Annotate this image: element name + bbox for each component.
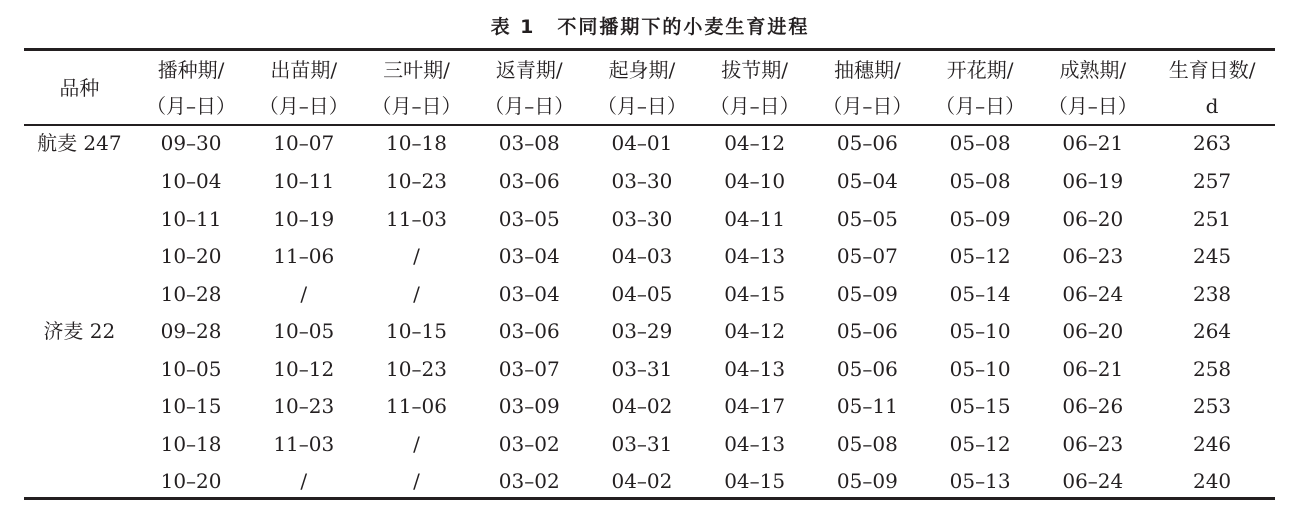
table-cell: 06–23: [1062, 244, 1124, 268]
table-cell: 05–07: [836, 244, 898, 268]
table-cell: 03–31: [611, 356, 673, 381]
table-cell: 03–29: [611, 319, 673, 343]
variety-cell: 济麦 22: [43, 319, 116, 343]
table-cell: /: [413, 244, 420, 268]
table-cell: 05–06: [836, 356, 898, 381]
table-cell: 03–04: [498, 244, 560, 268]
table-cell: 251: [1192, 206, 1232, 231]
table-row: [24, 124, 1275, 163]
table-cell: 05–12: [949, 244, 1011, 268]
header-column-label: 起身期/: [608, 58, 676, 82]
table-body: [24, 124, 1275, 501]
table-cell: 10–12: [273, 356, 335, 381]
header-column-unit: （月–日）: [935, 94, 1026, 118]
table-cell: 10–23: [386, 169, 447, 193]
table-cell: 05–09: [836, 469, 898, 493]
table-cell: 253: [1192, 394, 1232, 418]
header-column-label: 生育日数/: [1168, 58, 1256, 82]
table-cell: 05–06: [836, 319, 898, 343]
header-column-unit: （月–日）: [146, 94, 237, 118]
table-cell: 06–24: [1062, 281, 1124, 306]
table-cell: 10–11: [160, 206, 222, 231]
table-cell: 03–02: [498, 469, 560, 493]
table-cell: 04–15: [724, 281, 786, 306]
variety-cell: 航麦 247: [37, 130, 122, 155]
table-cell: 05–09: [836, 281, 898, 306]
table-cell: 03–05: [498, 206, 560, 231]
table-cell: 03–30: [611, 169, 673, 193]
table-cell: 10–07: [273, 130, 335, 155]
table-cell: 05–10: [949, 319, 1011, 343]
header-variety: 品种: [59, 76, 100, 100]
table-cell: 05–04: [836, 169, 898, 193]
variety-cell: [24, 426, 135, 464]
table-cell: 04–12: [724, 130, 786, 155]
table-cell: 04–13: [724, 431, 786, 456]
table-cell: 04–17: [724, 394, 786, 418]
table-cell: 03–06: [498, 169, 560, 193]
table-row: [24, 388, 1275, 426]
table-cell: 05–09: [949, 206, 1011, 231]
table-cell: 04–05: [611, 281, 673, 306]
table-cell: 03–06: [498, 319, 560, 343]
table-cell: /: [413, 469, 420, 493]
table-cell: 05–11: [836, 394, 898, 418]
table-cell: 263: [1192, 130, 1232, 155]
table-cell: 10–19: [273, 206, 335, 231]
table-cell: 10–28: [160, 281, 222, 306]
table-cell: 05–05: [836, 206, 898, 231]
table-cell: 10–23: [273, 394, 335, 418]
variety-cell: [24, 463, 135, 501]
header-column-unit: （月–日）: [484, 94, 575, 118]
table-cell: 10–05: [160, 356, 222, 381]
table-cell: 04–03: [611, 244, 673, 268]
top-rule: [24, 48, 1275, 51]
table-cell: 03–04: [498, 281, 560, 306]
table-cell: 04–02: [611, 469, 673, 493]
table-cell: 05–12: [949, 431, 1011, 456]
table-cell: 06–26: [1062, 394, 1124, 418]
table-cell: 05–08: [949, 169, 1011, 193]
table-cell: 04–10: [724, 169, 786, 193]
variety-cell: [24, 238, 135, 276]
table-title: 不同播期下的小麦生育进程: [557, 16, 810, 38]
table-cell: 04–01: [611, 130, 673, 155]
header-column-label: 播种期/: [157, 58, 225, 82]
table-row: [24, 313, 1275, 351]
header-column-unit: （月–日）: [709, 94, 800, 118]
variety-cell: [24, 201, 135, 239]
table-cell: 05–08: [949, 130, 1011, 155]
table-cell: 10–20: [160, 244, 222, 268]
table-cell: 04–13: [724, 244, 786, 268]
table-cell: 10–20: [160, 469, 222, 493]
table-cell: 10–23: [386, 356, 447, 381]
table-cell: 06–19: [1062, 169, 1124, 193]
header-column-label: 成熟期/: [1059, 58, 1127, 82]
growth-stage-table: [24, 52, 1275, 501]
table-cell: 05–13: [949, 469, 1011, 493]
header-column-unit: （月–日）: [258, 94, 349, 118]
table-cell: 11–03: [273, 431, 335, 456]
table-cell: /: [413, 431, 420, 456]
table-number: 表 1: [490, 16, 536, 38]
header-column-unit: （月–日）: [371, 94, 462, 118]
table-cell: 05–08: [836, 431, 898, 456]
table-cell: 11–03: [386, 206, 447, 231]
table-cell: 04–12: [724, 319, 786, 343]
table-cell: 10–11: [273, 169, 335, 193]
table-cell: 04–15: [724, 469, 786, 493]
header-column-unit: （月–日）: [596, 94, 687, 118]
header-column-unit: （月–日）: [1047, 94, 1138, 118]
header-column-label: 抽穗期/: [834, 58, 901, 82]
variety-cell: [24, 163, 135, 201]
table-cell: 03–02: [498, 431, 560, 456]
table-row: [24, 276, 1275, 314]
table-cell: 05–10: [949, 356, 1011, 381]
table-cell: 264: [1192, 319, 1232, 343]
table-row: [24, 351, 1275, 389]
table-row: [24, 163, 1275, 201]
table-cell: 10–05: [273, 319, 335, 343]
table-cell: 09–30: [160, 130, 222, 155]
table-row: [24, 201, 1275, 239]
table-cell: 10–18: [386, 130, 447, 155]
table-cell: 11–06: [386, 394, 447, 418]
table-cell: /: [300, 469, 308, 493]
table-cell: /: [413, 281, 420, 306]
table-cell: 11–06: [273, 244, 335, 268]
table-cell: 03–30: [611, 206, 673, 231]
table-cell: 10–15: [386, 319, 447, 343]
header-column-label: 开花期/: [946, 58, 1014, 82]
table-cell: 04–11: [724, 206, 786, 231]
table-cell: 06–21: [1062, 356, 1124, 381]
table-cell: 06–24: [1062, 469, 1124, 493]
table-cell: 245: [1192, 244, 1232, 268]
table-cell: 257: [1192, 169, 1232, 193]
variety-cell: [24, 388, 135, 426]
variety-cell: [24, 351, 135, 389]
header-column-label: 返青期/: [495, 58, 563, 82]
table-cell: 04–13: [724, 356, 786, 381]
header-column-label: 三叶期/: [383, 58, 450, 82]
table-cell: 09–28: [160, 319, 222, 343]
table-cell: 10–04: [160, 169, 222, 193]
header-column-label: 拔节期/: [721, 58, 789, 82]
table-cell: 05–15: [949, 394, 1011, 418]
table-cell: 06–20: [1062, 206, 1124, 231]
table-cell: 03–07: [498, 356, 560, 381]
table-row: [24, 463, 1275, 501]
table-cell: 03–08: [498, 130, 560, 155]
table-cell: 258: [1192, 356, 1232, 381]
variety-cell: [24, 276, 135, 314]
table-cell: 10–15: [160, 394, 222, 418]
header-column-label: 出苗期/: [270, 58, 338, 82]
table-cell: 04–02: [611, 394, 673, 418]
table-cell: 06–20: [1062, 319, 1124, 343]
table-cell: 238: [1192, 281, 1232, 306]
table-cell: 240: [1192, 469, 1232, 493]
header-column-unit: d: [1205, 94, 1219, 118]
table-cell: 03–31: [611, 431, 673, 456]
table-row: [24, 426, 1275, 464]
table-caption: [0, 12, 1300, 39]
table-row: [24, 238, 1275, 276]
table-cell: 06–23: [1062, 431, 1124, 456]
table-cell: 05–14: [949, 281, 1011, 306]
header-column-unit: （月–日）: [822, 94, 913, 118]
table-cell: 246: [1192, 431, 1232, 456]
table-cell: 10–18: [160, 431, 222, 456]
table-cell: 06–21: [1062, 130, 1124, 155]
table-header: [24, 52, 1275, 124]
table-cell: 03–09: [498, 394, 560, 418]
table-cell: 05–06: [836, 130, 898, 155]
table-cell: /: [300, 281, 308, 306]
